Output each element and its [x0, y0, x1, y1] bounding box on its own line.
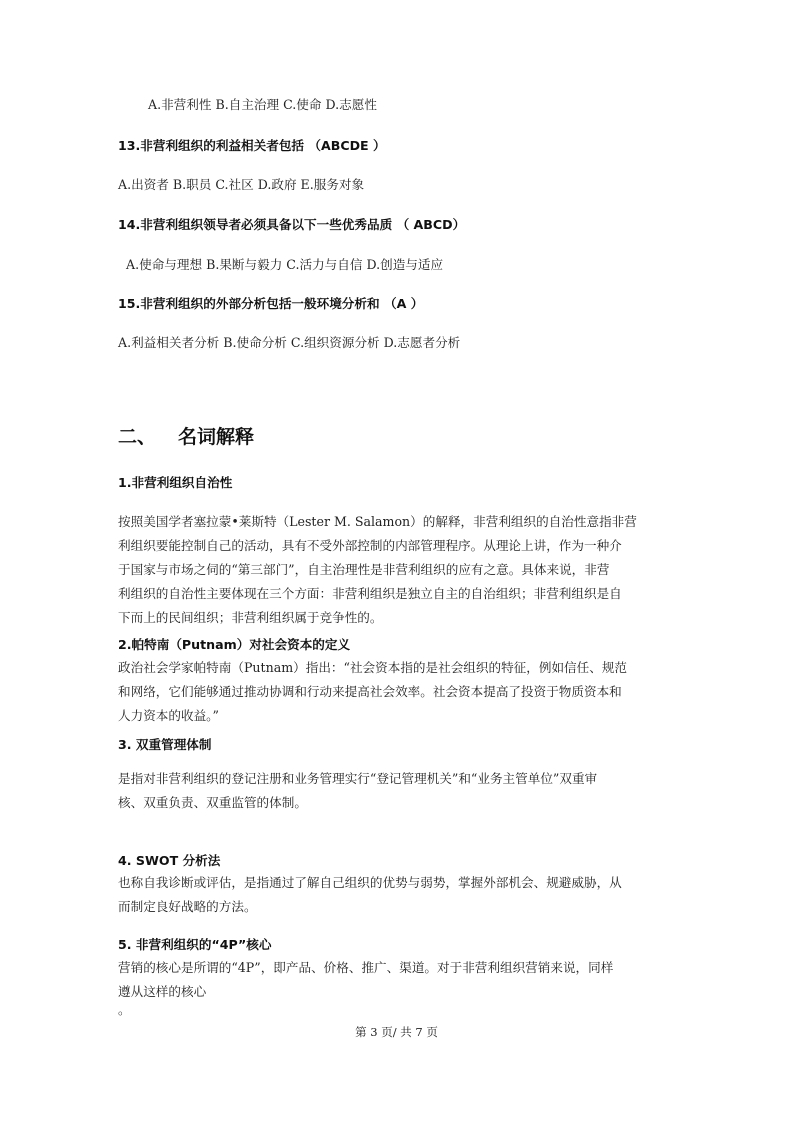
- term-definition: [118, 874, 678, 922]
- q15-question: 15.非营利组织的外部分析包括一般环境分析和 （A ）: [118, 296, 424, 311]
- q14-options: A.使命与理想 B.果断与毅力 C.活力与自信 D.创造与适应: [126, 257, 444, 272]
- text-line: 下而上的民间组织；非营利组织属于竞争性的。: [118, 610, 383, 625]
- term-title: 3. 双重管理体制: [118, 737, 212, 752]
- text-line: 人力资本的收益。”: [118, 708, 219, 723]
- term-definition: [118, 513, 678, 633]
- text-line: 于国家与市场之伺的“第三部门”，自主治理性是非营利组织的应有之意。具体来说，非营: [118, 562, 610, 577]
- text-line: 。: [118, 1002, 131, 1017]
- text-line: 营销的核心是所谓的“4P”，即产品、价格、推广、渠道。对于非营利组织营销来说，同样: [118, 960, 614, 975]
- text-line: 而制定良好战略的方法。: [118, 899, 257, 914]
- text-line: 利组织要能控制自己的活动，具有不受外部控制的内部管理程序。从理论上讲，作为一种介: [118, 538, 622, 553]
- q13-question: 13.非营利组织的利益相关者包括 （ABCDE ）: [118, 138, 386, 153]
- term-title: 2.帕特南（Putnam）对社会资本的定义: [118, 637, 351, 652]
- text-line: 是指对非营利组织的登记注册和业务管理实行“登记管理机关”和“业务主管单位”双重审: [118, 771, 598, 786]
- page-footer: 第 3 页/ 共 7 页: [355, 1025, 438, 1039]
- text-line: 按照美国学者塞拉蒙•莱斯特（Lester M. Salamon）的解释，非营利组织的自治性意指非营: [118, 514, 637, 529]
- q15-options: A.利益相关者分析 B.使命分析 C.组织资源分析 D.志愿者分析: [118, 335, 461, 350]
- section-number: 二、: [118, 426, 157, 448]
- text-line: 也称自我诊断或评估，是指通过了解自己组织的优势与弱势，掌握外部机会、规避威胁，从: [118, 875, 622, 890]
- text-line: 利组织的自治性主要体现在三个方面：非营利组织是独立自主的自治组织；非营利组织是自: [118, 586, 622, 601]
- section-title: 名词解释: [178, 426, 255, 448]
- text-line: 和网络，它们能够通过推动协调和行动来提高社会效率。社会资本提高了投资于物质资本和: [118, 684, 622, 699]
- text-line: 政治社会学家帕特南（Putnam）指出：“社会资本指的是社会组织的特征，例如信任、规范: [118, 660, 628, 675]
- term-definition: [118, 770, 678, 818]
- term-definition: [118, 659, 678, 731]
- q13-options: A.出资者 B.职员 C.社区 D.政府 E.服务对象: [118, 177, 365, 192]
- section-heading: [118, 422, 254, 449]
- text-line: 遵从这样的核心: [118, 984, 207, 999]
- term-definition: [118, 959, 678, 1025]
- term-title: 1.非营利组织自治性: [118, 475, 233, 490]
- q14-question: 14.非营利组织领导者必须具备以下一些优秀品质 （ ABCD）: [118, 217, 466, 232]
- text-line: 核、双重负责、双重监管的体制。: [118, 795, 307, 810]
- term-title: 5. 非营利组织的“4P”核心: [118, 937, 272, 952]
- q12-options: A.非营利性 B.自主治理 C.使命 D.志愿性: [148, 97, 377, 112]
- term-title: 4. SWOT 分析法: [118, 853, 221, 868]
